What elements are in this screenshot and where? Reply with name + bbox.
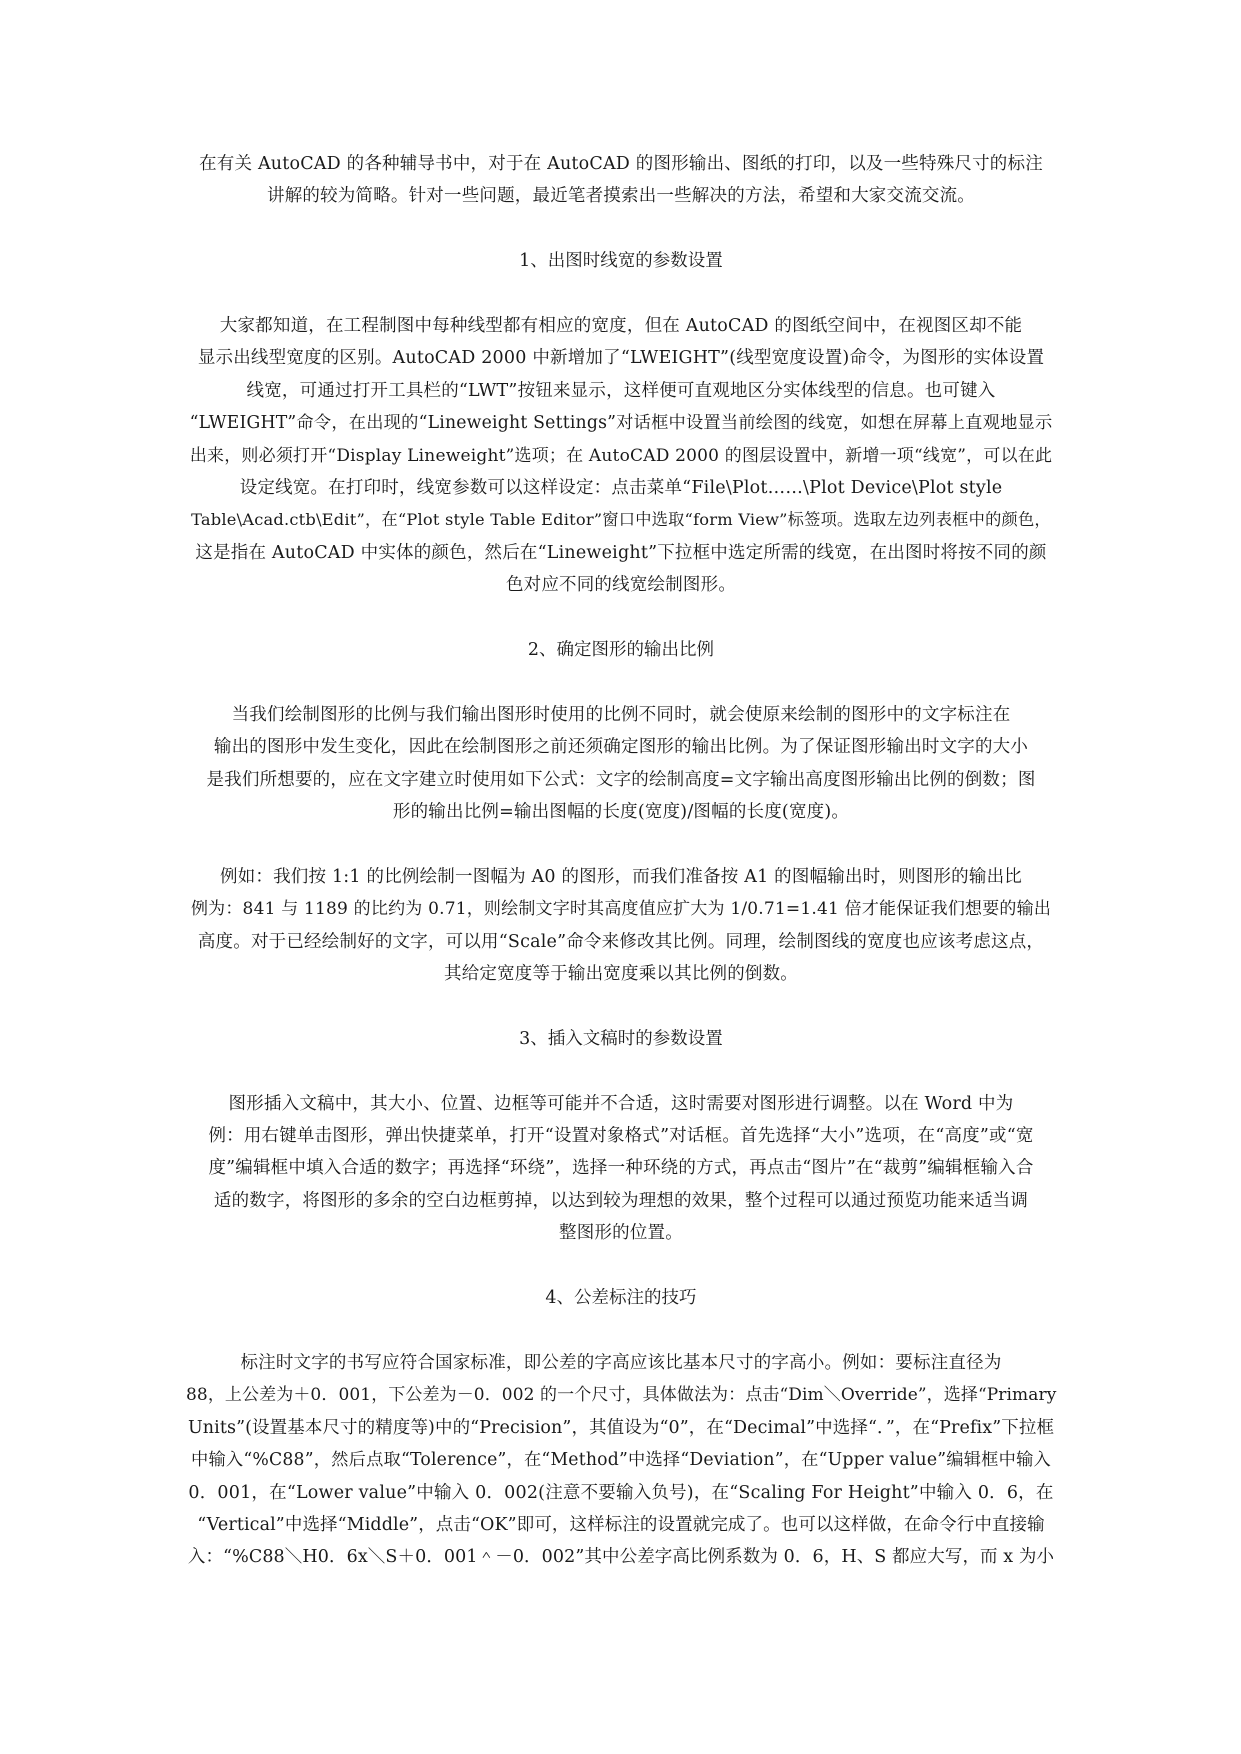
section-3-paragraph (186, 1088, 1056, 1250)
text-line: Units”(设置基本尺寸的精度等)中的“Precision”，其值设为“0”，在“Decimal”中选择“．”，在“Prefix”下拉框 (187, 1417, 1055, 1438)
text-line: 形的输出比例=输出图幅的长度(宽度)/图幅的长度(宽度)。 (392, 802, 850, 823)
section-4-paragraph (186, 1347, 1056, 1574)
text-line: Table\Acad.ctb\Edit”，在“Plot style Table Editor”窗口中选取“form View”标签项。选取左边列表框中的颜色， (191, 510, 1051, 530)
text-line: “LWEIGHT”命令，在出现的“Lineweight Settings”对话框中设置当前绘图的线宽，如想在屏幕上直观地显示 (189, 413, 1053, 434)
text-line: 当我们绘制图形的比例与我们输出图形时使用的比例不同时，就会使原来绘制的图形中的文字标注在 (231, 704, 1011, 725)
text-line: 度”编辑框中填入合适的数字；再选择“环绕”，选择一种环绕的方式，再点击“图片”在“裁剪”编辑框输入合 (208, 1158, 1034, 1179)
text-line: 显示出线型宽度的区别。AutoCAD 2000 中新增加了“LWEIGHT”(线型宽度设置)命令，为图形的实体设置 (197, 348, 1045, 369)
section-heading-2: 2、确定图形的输出比例 (527, 640, 715, 661)
text-line: “Vertical”中选择“Middle”，点击“OK”即可，这样标注的设置就完成了。也可以这样做，在命令行中直接输 (197, 1514, 1045, 1535)
text-line: 这是指在 AutoCAD 中实体的颜色，然后在“Lineweight”下拉框中选定所需的线宽，在出图时将按不同的颜 (195, 542, 1047, 563)
text-line: 设定线宽。在打印时，线宽参数可以这样设定：点击菜单“File\Plot……\Plot Device\Plot style (239, 478, 1003, 499)
text-line: 标注时文字的书写应符合国家标准，即公差的字高应该比基本尺寸的字高小。例如：要标注直径为 (240, 1352, 1002, 1373)
text-line: 0．001，在“Lower value”中输入 0．002(注意不要输入负号)，在“Scaling For Height”中输入 0．6，在 (188, 1482, 1054, 1503)
text-line: 例为：841 与 1189 的比约为 0.71，则绘制文字时其高度值应扩大为 1/0.71=1.41 倍才能保证我们想要的输出 (190, 899, 1052, 920)
intro-line: 讲解的较为简略。针对一些问题，最近笔者摸索出一些解决的方法，希望和大家交流交流。 (267, 186, 975, 207)
text-line: 出来，则必须打开“Display Lineweight”选项；在 AutoCAD 2000 的图层设置中，新增一项“线宽”，可以在此 (189, 445, 1053, 466)
document-body (186, 148, 1056, 1574)
text-line: 图形插入文稿中，其大小、位置、边框等可能并不合适，这时需要对图形进行调整。以在 Word 中为 (228, 1093, 1014, 1114)
text-line: 输出的图形中发生变化，因此在绘制图形之前还须确定图形的输出比例。为了保证图形输出时文字的大小 (213, 737, 1029, 758)
section-1-paragraph (186, 310, 1056, 602)
text-line: 是我们所想要的，应在文字建立时使用如下公式：文字的绘制高度=文字输出高度图形输出比例的倒数；图 (206, 769, 1036, 790)
text-line: 入：“%C88＼H0．6x＼S＋0．001＾－0．002”其中公差字高比例系数为 0．6，H、S 都应大写，而 x 为小 (187, 1547, 1055, 1568)
text-line: 大家都知道，在工程制图中每种线型都有相应的宽度，但在 AutoCAD 的图纸空间中，在视图区却不能 (219, 316, 1023, 336)
section-heading-1: 1、出图时线宽的参数设置 (519, 251, 723, 272)
text-line: 其给定宽度等于输出宽度乘以其比例的倒数。 (444, 964, 798, 985)
text-line: 线宽，可通过打开工具栏的“LWT”按钮来显示，这样便可直观地区分实体线型的信息。也可键入 (246, 380, 996, 401)
text-line: 整图形的位置。 (559, 1223, 683, 1244)
section-2-paragraph-2 (186, 861, 1056, 991)
text-line: 例如：我们按 1:1 的比例绘制一图幅为 A0 的图形，而我们准备按 A1 的图幅输出时，则图形的输出比 (220, 866, 1022, 887)
section-heading-4: 4、公差标注的技巧 (545, 1288, 697, 1309)
intro-line: 在有关 AutoCAD 的各种辅导书中，对于在 AutoCAD 的图形输出、图纸的打印，以及一些特殊尺寸的标注 (199, 154, 1043, 174)
section-2-paragraph-1 (186, 699, 1056, 829)
section-heading-3: 3、插入文稿时的参数设置 (519, 1028, 723, 1049)
text-line: 适的数字，将图形的多余的空白边框剪掉，以达到较为理想的效果，整个过程可以通过预览功能来适当调 (213, 1190, 1029, 1211)
text-line: 高度。对于已经绘制好的文字，可以用“Scale”命令来修改其比例。同理，绘制图线的宽度也应该考虑这点， (197, 931, 1045, 952)
text-line: 中输入“%C88”，然后点取“Tolerence”，在“Method”中选择“Deviation”，在“Upper value”编辑框中输入 (191, 1450, 1051, 1471)
text-line: 88，上公差为＋0．001，下公差为－0．002 的一个尺寸，具体做法为：点击“Dim＼Override”，选择“Primary (186, 1385, 1057, 1406)
text-line: 例：用右键单击图形，弹出快捷菜单，打开“设置对象格式”对话框。首先选择“大小”选项，在“高度”或“宽 (208, 1126, 1034, 1147)
text-line: 色对应不同的线宽绘制图形。 (505, 575, 737, 596)
intro-paragraph (186, 148, 1056, 213)
